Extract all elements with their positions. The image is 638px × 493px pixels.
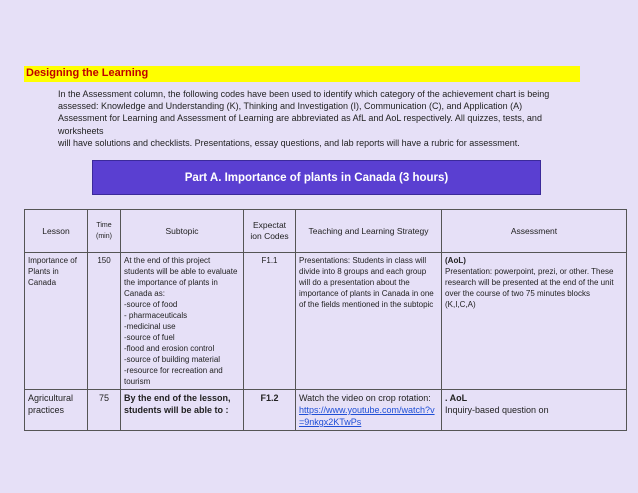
header-assessment: Assessment [442,210,627,253]
cell-expectation: F1.1 [244,253,296,390]
cell-time: 150 [88,253,121,390]
subtopic-line: -resource for recreation and tourism [124,366,223,386]
table-row [25,390,627,431]
cell-subtopic [121,253,244,390]
subtopic-line: At the end of this project students will be able to evaluate the importance of plants in Canada as: [124,256,238,298]
assessment-codes: (K,I,C,A) [445,300,476,309]
cell-assessment [442,253,627,390]
subtopic-line: -source of food [124,300,178,309]
table-header-row [25,210,627,253]
strategy-text: Watch the video on crop rotation: [299,393,431,403]
intro-line: In the Assessment column, the following codes have been used to identify which category of the achievement chart is being [58,89,550,99]
subtopic-line: -medicinal use [124,322,176,331]
intro-line: assessed: Knowledge and Understanding (K), Thinking and Investigation (I), Communication (C), and Application (A) [58,101,523,112]
section-heading: Designing the Learning [26,67,149,79]
assessment-type: (AoL) [445,256,466,265]
section-heading-bar [24,66,580,82]
cell-strategy: Presentations: Students in class will divide into 8 groups and each group will do a presentation about the importance of plants in Canada in one of the fields mentioned in the subtopic [296,253,442,390]
cell-lesson: Agricultural practices [25,390,88,431]
assessment-description: Presentation: powerpoint, prezi, or other. These research will be presented at the end of the unit over the course of two 75 minutes blocks [445,267,614,298]
intro-line: Assessment for Learning and Assessment of Learning are abbreviated as AfL and AoL respectively. All quizzes, tests, and worksheets [58,113,542,136]
header-strategy: Teaching and Learning Strategy [296,210,442,253]
assessment-intro [58,88,578,149]
header-time: Time (min) [88,210,121,253]
part-title-box [92,160,541,195]
intro-line: will have solutions and checklists. Presentations, essay questions, and lab reports will have a rubric for assessment. [58,137,520,148]
lesson-plan-table [24,209,627,431]
assessment-type: . AoL [445,393,468,403]
header-expectation-codes: Expectat ion Codes [244,210,296,253]
table-row [25,253,627,390]
cell-assessment [442,390,627,431]
cell-time: 75 [88,390,121,431]
assessment-description: Inquiry-based question on [445,405,549,415]
cell-strategy [296,390,442,431]
cell-expectation: F1.2 [244,390,296,431]
header-subtopic: Subtopic [121,210,244,253]
cell-subtopic: By the end of the lesson, students will be able to : [121,390,244,431]
part-title: Part A. Importance of plants in Canada (3 hours) [184,171,449,184]
video-link[interactable]: https://www.youtube.com/watch?v=9nkgx2KTwPs [299,405,435,427]
cell-lesson: Importance of Plants in Canada [25,253,88,390]
subtopic-line: -source of fuel [124,333,175,342]
subtopic-line: -source of building material [124,355,221,364]
subtopic-line: -flood and erosion control [124,344,215,353]
header-lesson: Lesson [25,210,88,253]
subtopic-line: - pharmaceuticals [124,311,188,320]
